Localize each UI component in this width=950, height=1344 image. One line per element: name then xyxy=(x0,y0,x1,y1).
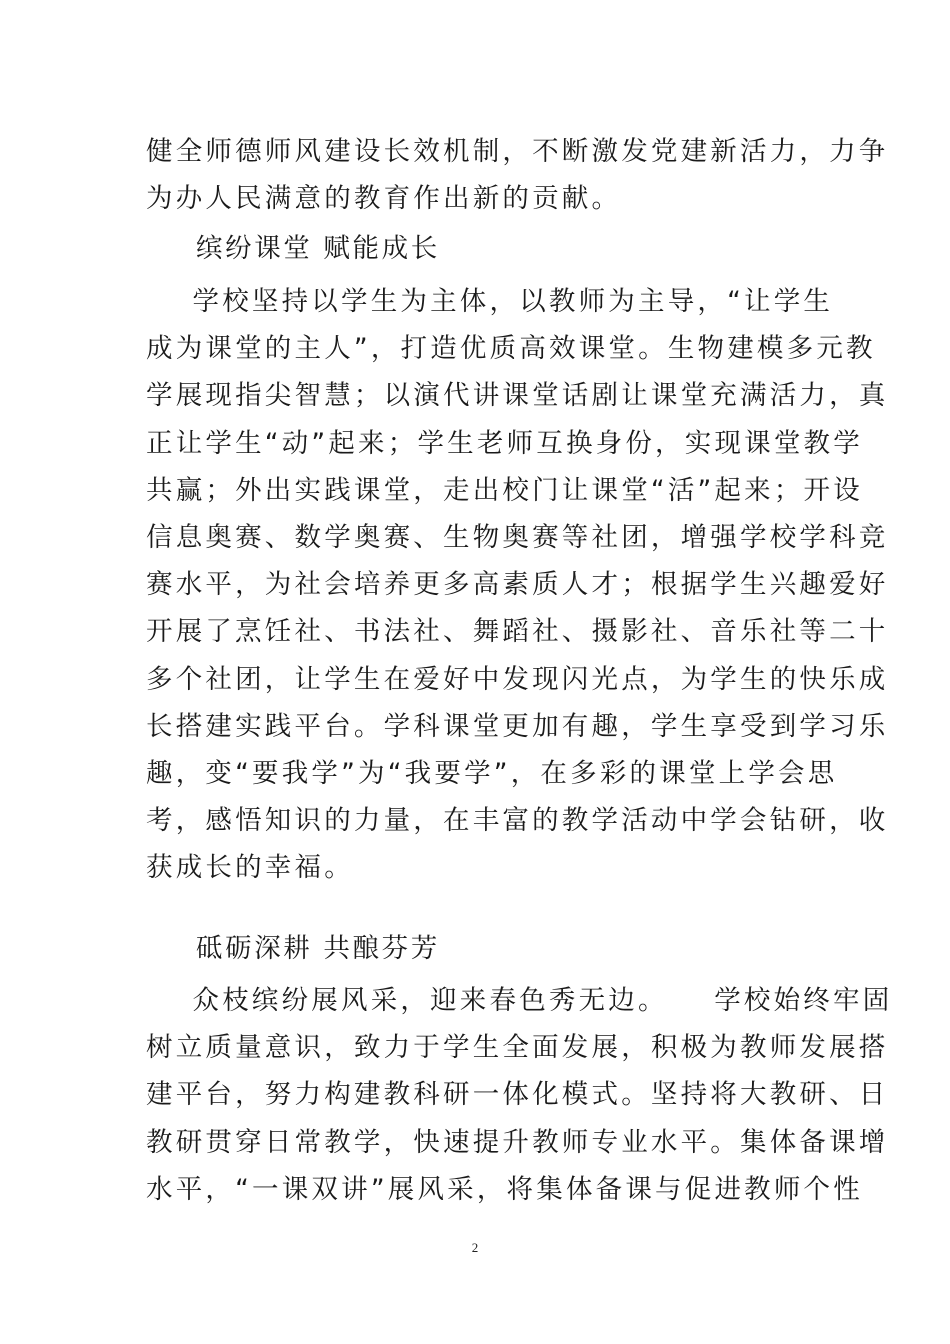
paragraph-line: 教研贯穿日常教学，快速提升教师专业水平。集体备课增 xyxy=(146,1126,889,1158)
section-heading-colorful-classroom: 缤纷课堂 赋能成长 xyxy=(196,233,440,264)
paragraph-line: 正让学生“动”起来；学生老师互换身份，实现课堂教学 xyxy=(146,427,863,459)
paragraph-line: 考，感悟知识的力量，在丰富的教学活动中学会钻研，收 xyxy=(146,805,889,837)
section-heading-deep-cultivation: 砥砺深耕 共酿芬芳 xyxy=(196,933,440,964)
paragraph-line: 共赢；外出实践课堂，走出校门让课堂“活”起来；开设 xyxy=(146,474,863,506)
paragraph-line: 多个社团，让学生在爱好中发现闪光点，为学生的快乐成 xyxy=(146,663,889,695)
page-number: 2 xyxy=(471,1240,479,1255)
paragraph-1 xyxy=(146,128,889,222)
paragraph-2 xyxy=(146,278,889,891)
paragraph-line: 获成长的幸福。 xyxy=(146,852,354,884)
paragraph-line: 健全师德师风建设长效机制，不断激发党建新活力，力争 xyxy=(146,136,889,167)
paragraph-line: 开展了烹饪社、书法社、舞蹈社、摄影社、音乐社等二十 xyxy=(146,616,889,648)
paragraph-line: 水平，“一课双讲”展风采，将集体备课与促进教师个性 xyxy=(146,1173,863,1205)
paragraph-line: 学校坚持以学生为主体，以教师为主导，“让学生 xyxy=(146,286,834,317)
paragraph-line: 学展现指尖智慧；以演代讲课堂话剧让课堂充满活力，真 xyxy=(146,380,889,412)
paragraph-line: 赛水平，为社会培养更多高素质人才；根据学生兴趣爱好 xyxy=(146,569,889,601)
paragraph-line: 众枝缤纷展风采，迎来春色秀无边。 学校始终牢固 xyxy=(146,985,893,1016)
paragraph-line: 信息奥赛、数学奥赛、生物奥赛等社团，增强学校学科竞 xyxy=(146,521,889,553)
paragraph-line: 建平台，努力构建教科研一体化模式。坚持将大教研、日 xyxy=(146,1079,889,1111)
paragraph-3 xyxy=(146,977,893,1213)
paragraph-line: 为办人民满意的教育作出新的贡献。 xyxy=(146,183,622,215)
paragraph-line: 长搭建实践平台。学科课堂更加有趣，学生享受到学习乐 xyxy=(146,710,889,742)
paragraph-line: 成为课堂的主人”，打造优质高效课堂。生物建模多元教 xyxy=(146,333,876,365)
paragraph-line: 趣，变“要我学”为“我要学”，在多彩的课堂上学会思 xyxy=(146,757,838,789)
paragraph-line: 树立质量意识，致力于学生全面发展，积极为教师发展搭 xyxy=(146,1032,889,1064)
